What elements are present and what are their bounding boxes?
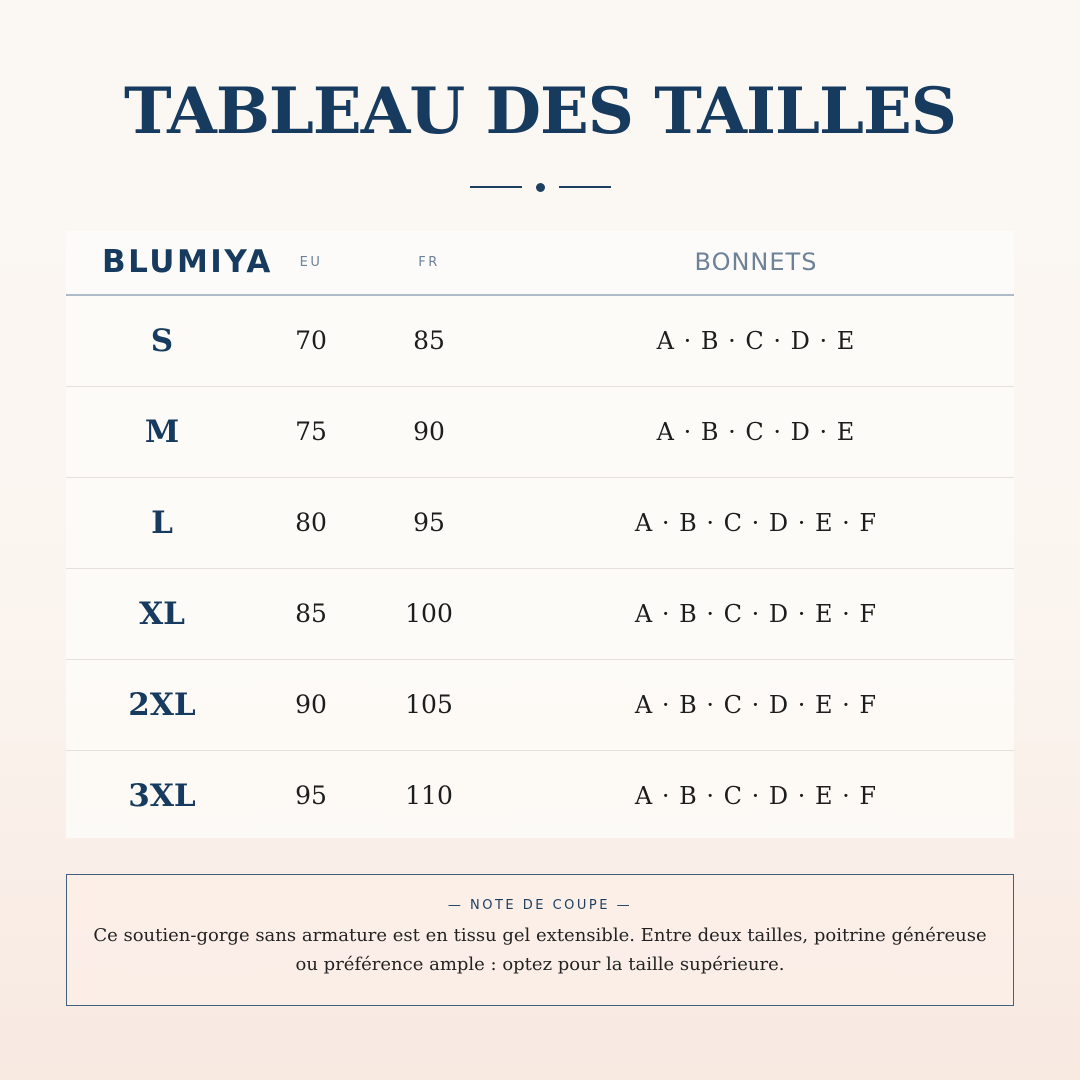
fr-value: 100 — [405, 599, 453, 628]
size-label: M — [144, 414, 180, 450]
fr-value: 105 — [405, 690, 453, 719]
cups-value: A · B · C · D · E · F — [634, 509, 878, 537]
cups-value: A · B · C · D · E · F — [634, 782, 878, 810]
table-row — [66, 478, 1014, 569]
size-table — [66, 231, 1014, 838]
page-title: TABLEAU DES TAILLES — [124, 74, 956, 149]
eu-value: 95 — [295, 781, 327, 810]
fit-note — [66, 874, 1014, 1006]
header-fr: FR — [418, 255, 440, 270]
fr-value: 110 — [405, 781, 453, 810]
header-cups: BONNETS — [694, 248, 818, 276]
title-divider — [0, 177, 1080, 197]
eu-value: 80 — [295, 508, 327, 537]
divider-dot — [536, 183, 545, 192]
size-label: 3XL — [128, 778, 196, 814]
fit-note-label: — NOTE DE COUPE — — [447, 898, 633, 913]
table-row — [66, 660, 1014, 751]
table-row — [66, 387, 1014, 478]
size-label: XL — [139, 596, 185, 632]
eu-value: 85 — [295, 599, 327, 628]
table-row — [66, 751, 1014, 841]
fr-value: 85 — [413, 326, 445, 355]
header-eu: EU — [299, 255, 323, 270]
fit-note-text: Ce soutien-gorge sans armature est en tissu gel extensible. Entre deux tailles, poitrine généreuse ou préférence ample : optez pour la taille supérieure. — [93, 925, 987, 975]
table-row — [66, 296, 1014, 387]
eu-value: 75 — [295, 417, 327, 446]
cups-value: A · B · C · D · E · F — [634, 691, 878, 719]
size-label: 2XL — [128, 687, 196, 723]
size-label: L — [151, 505, 173, 541]
eu-value: 90 — [295, 690, 327, 719]
fr-value: 95 — [413, 508, 445, 537]
size-label: S — [150, 323, 174, 359]
fr-value: 90 — [413, 417, 445, 446]
divider-line-right — [559, 186, 611, 188]
table-header — [66, 231, 1014, 296]
cups-value: A · B · C · D · E · F — [634, 600, 878, 628]
divider-line-left — [470, 186, 522, 188]
cups-value: A · B · C · D · E — [656, 327, 856, 355]
table-row — [66, 569, 1014, 660]
cups-value: A · B · C · D · E — [656, 418, 856, 446]
header-brand-size: BLUMIYA — [102, 244, 273, 280]
eu-value: 70 — [295, 326, 327, 355]
